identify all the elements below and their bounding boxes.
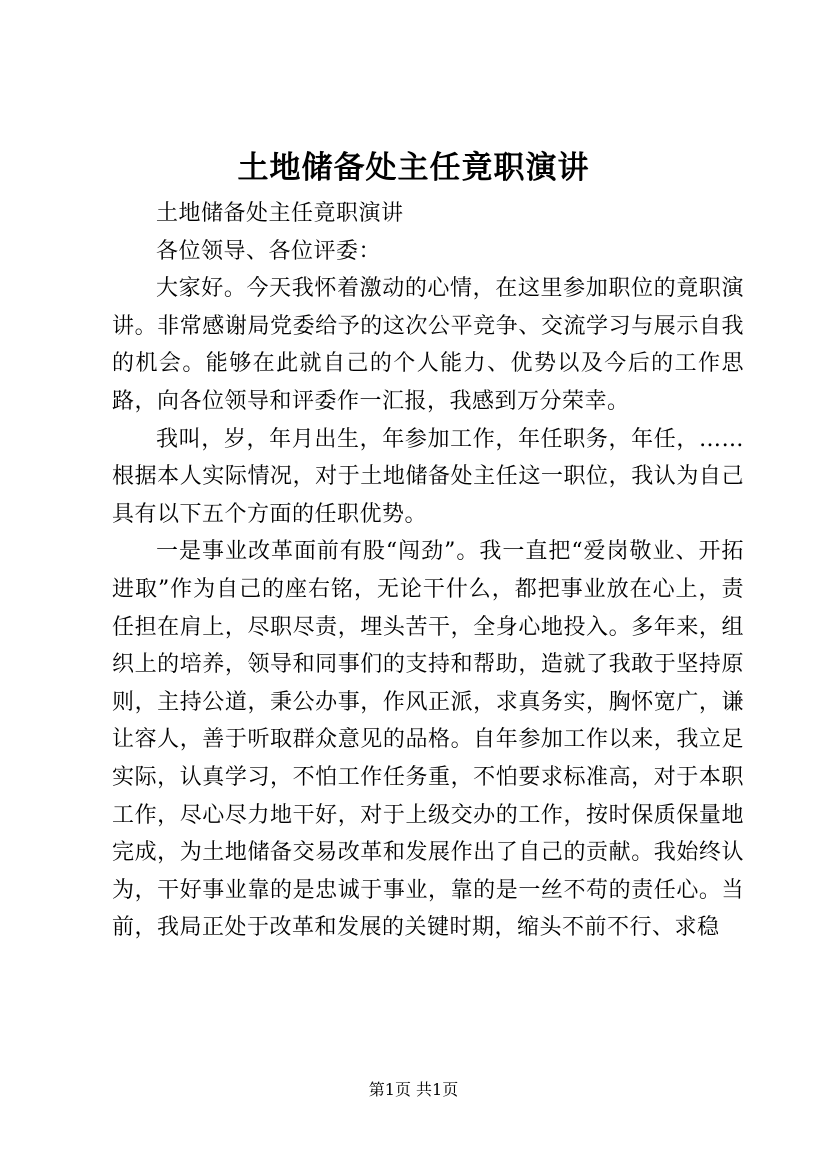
body-paragraph: 我叫，岁，年月出生，年参加工作，年任职务，年任，……根据本人实际情况，对于土地储备处主任这一职位，我认为自己具有以下五个方面的任职优势。	[112, 426, 744, 527]
subtitle-paragraph: 土地储备处主任竟职演讲	[156, 201, 404, 226]
page-footer: 第1页 共1页	[368, 1080, 459, 1099]
salutation-paragraph: 各位领导、各位评委：	[156, 238, 382, 264]
body-paragraph: 一是事业改革面前有股“闯劲”。我一直把“爱岗敬业、开拓进取”作为自己的座右铭，无论干什么，都把事业放在心上，责任担在肩上，尽职尽责，埋头苦干，全身心地投入。多年来，组织上的培养，领导和同事们的支持和帮助，造就了我敢于坚持原则，主持公道，秉公办事，作风正派，求真务实，胸怀宽广，谦让容人，善于听取群众意见的品格。自年参加工作以来，我立足实际，认真学习，不怕工作任务重，不怕要求标准高，对于本职工作，尽心尽力地干好，对于上级交办的工作，按时保质保量地完成，为土地储备交易改革和发展作出了自己的贡献。我始终认为，干好事业靠的是忠诚于事业，靠的是一丝不苟的责任心。当前，我局正处于改革和发展的关键时期，缩头不前不行、求稳	[112, 539, 744, 941]
document-title: 土地储备处主任竟职演讲	[237, 150, 590, 186]
body-paragraph: 大家好。今天我怀着激动的心情，在这里参加职位的竟职演讲。非常感谢局党委给予的这次公平竞争、交流学习与展示自我的机会。能够在此就自己的个人能力、优势以及今后的工作思路，向各位领导和评委作一汇报，我感到万分荣幸。	[112, 276, 744, 414]
document-body	[112, 195, 744, 947]
